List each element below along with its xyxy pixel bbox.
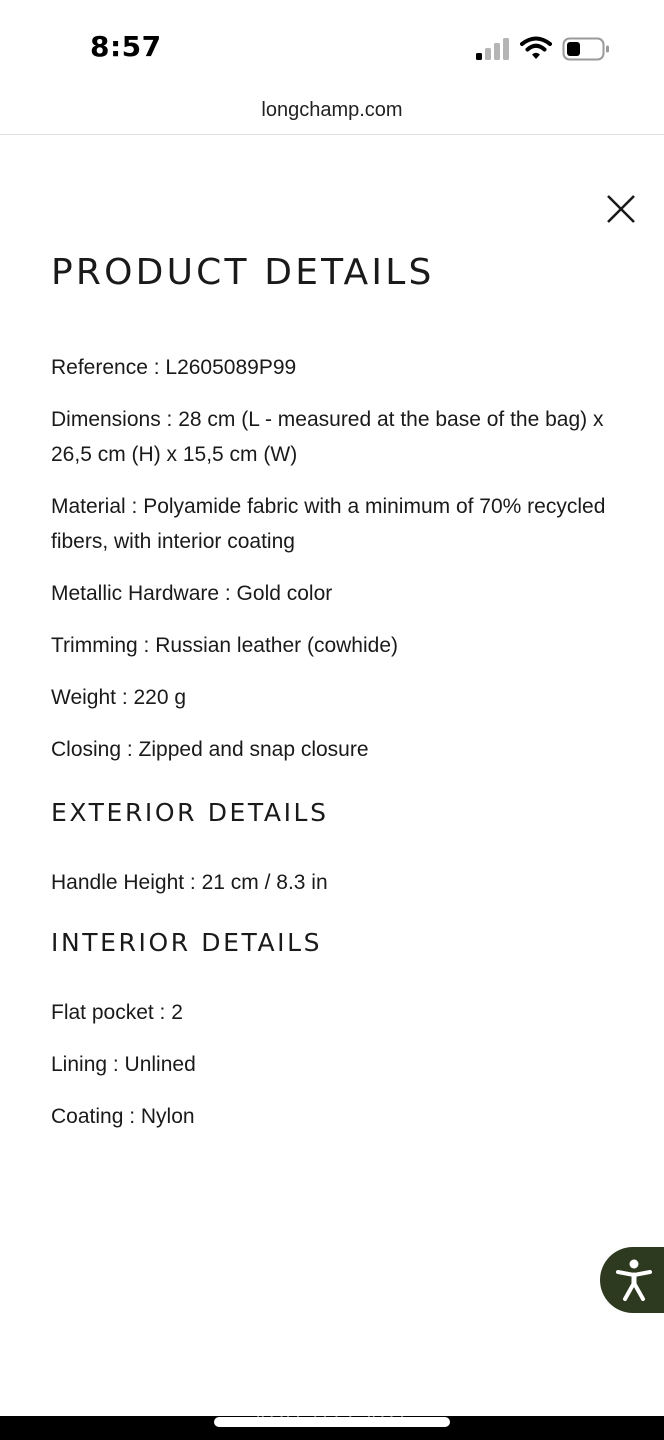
detail-reference: Reference : L2605089P99 [51,356,297,379]
home-indicator[interactable] [214,1417,450,1427]
accessibility-button[interactable] [600,1247,664,1313]
detail-closing: Closing : Zipped and snap closure [51,738,369,761]
detail-weight: Weight : 220 g [51,686,187,709]
exterior-details-list [51,865,626,917]
product-details-list [51,350,626,784]
detail-coating: Coating : Nylon [51,1105,195,1128]
detail-handle-height: Handle Height : 21 cm / 8.3 in [51,871,328,894]
signal-icon [475,38,511,60]
detail-dimensions: Dimensions : 28 cm (L - measured at the base of the bag) x 26,5 cm (H) x 15,5 cm (W) [51,408,604,466]
accessibility-icon [614,1258,654,1302]
detail-trimming: Trimming : Russian leather (cowhide) [51,634,399,657]
status-time: 8:57 [90,30,162,63]
interior-details-list [51,995,626,1151]
page-title: PRODUCT DETAILS [51,252,435,293]
close-button[interactable] [600,188,644,232]
detail-lining: Lining : Unlined [51,1053,196,1076]
close-icon [600,188,644,232]
exterior-details-heading: EXTERIOR DETAILS [51,798,329,827]
wifi-icon [520,36,552,60]
detail-metallic-hardware: Metallic Hardware : Gold color [51,582,333,605]
battery-icon [562,37,610,61]
status-bar [0,0,664,96]
detail-material: Material : Polyamide fabric with a minimum of 70% recycled fibers, with interior coating [51,495,606,553]
url-text: longchamp.com [261,99,403,121]
interior-details-heading: INTERIOR DETAILS [51,928,323,957]
detail-flat-pocket: Flat pocket : 2 [51,1001,183,1024]
address-bar[interactable] [0,96,664,135]
